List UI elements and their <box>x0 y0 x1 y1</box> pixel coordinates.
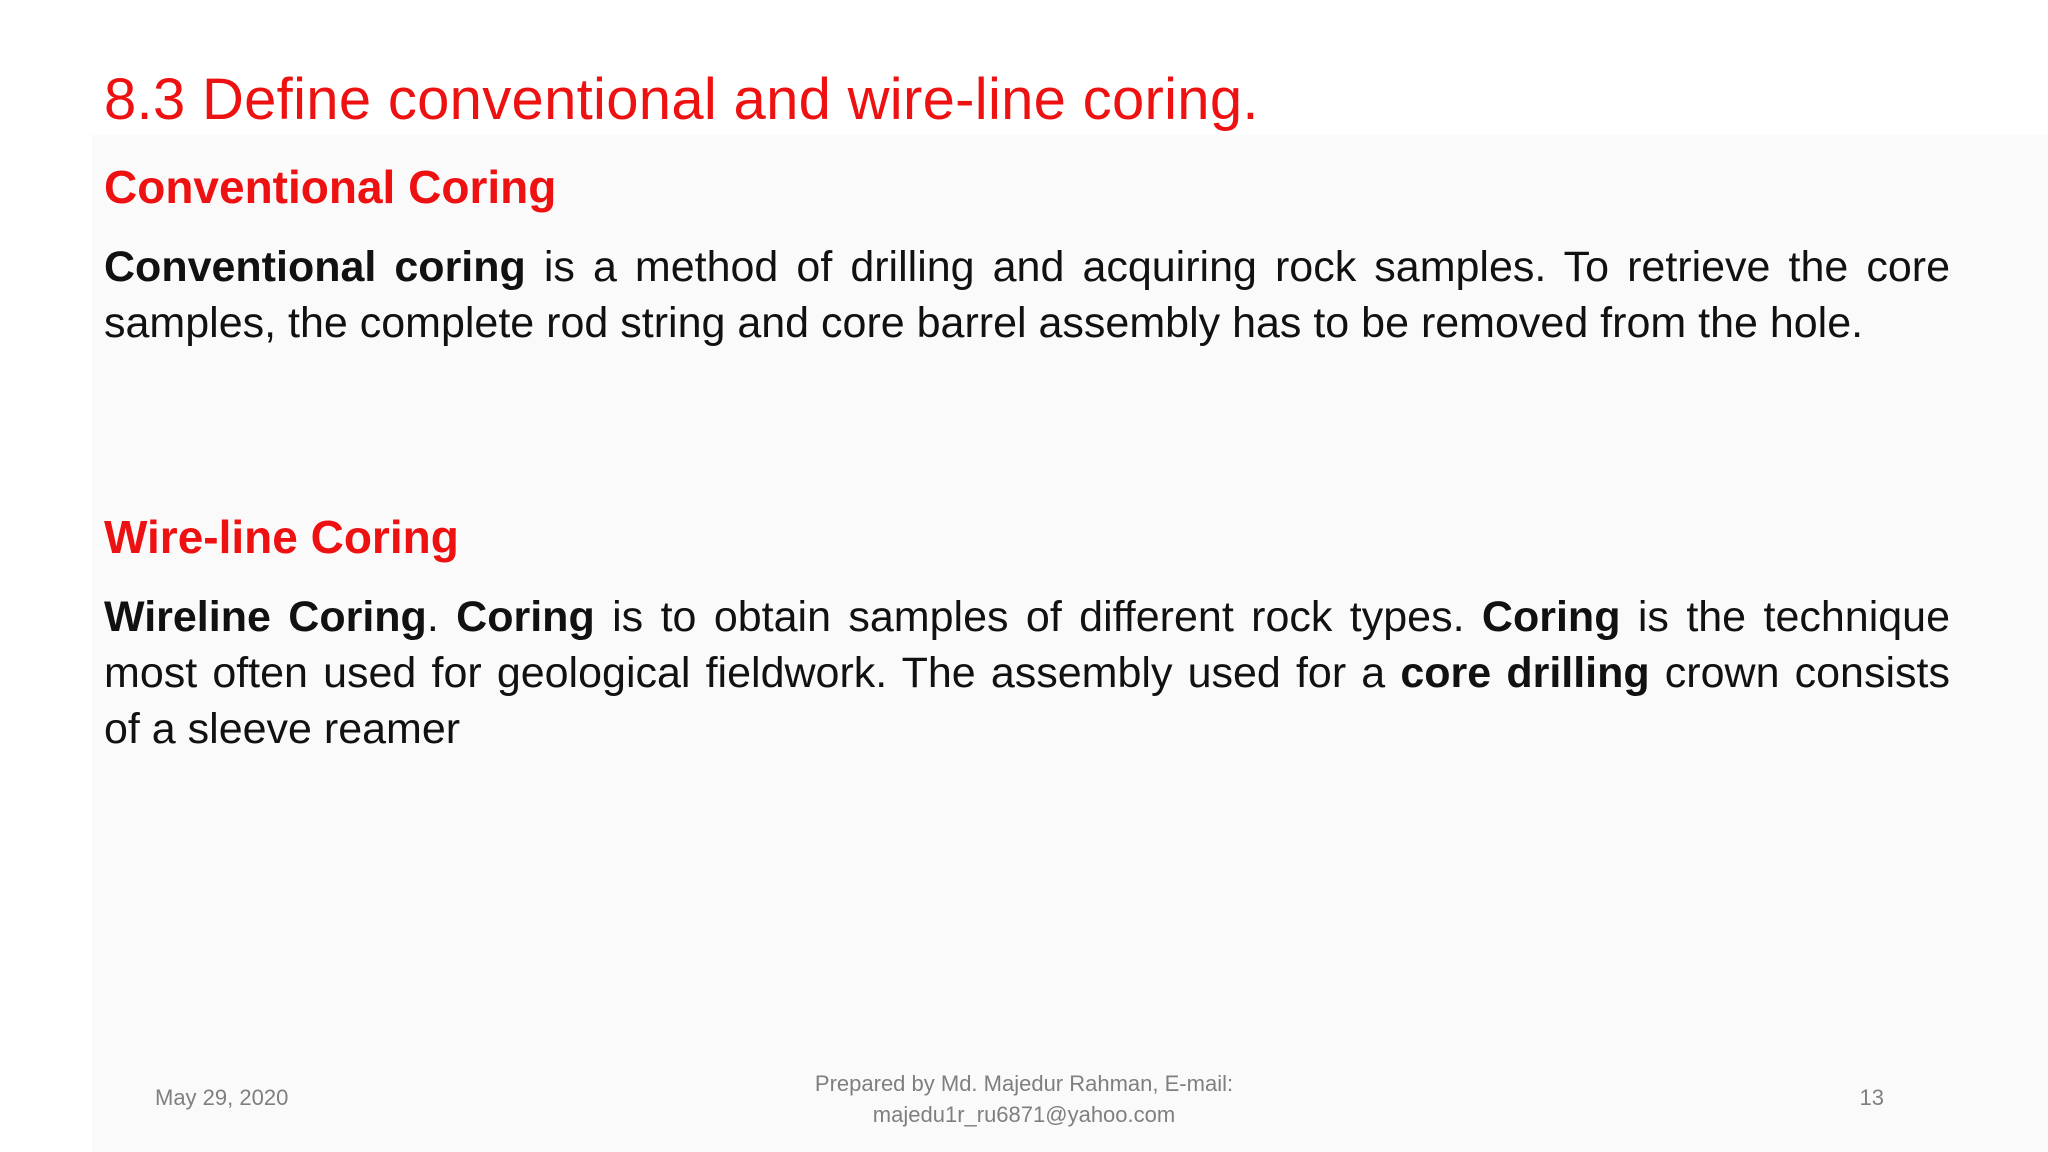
bold-term: Wireline Coring <box>104 593 427 641</box>
footer-credit-line-1: Prepared by Md. Majedur Rahman, E-mail: <box>814 1071 1234 1096</box>
footer-credit <box>724 1068 1324 1130</box>
body-text: crown consists of a sleeve reamer <box>104 649 1950 753</box>
body-text: is to obtain samples of different rock types. <box>594 593 1482 641</box>
wireline-coring-paragraph <box>104 589 1950 757</box>
bold-term: Coring <box>1481 593 1621 641</box>
footer-credit-email: majedu1r_ru6871@yahoo.com <box>872 1102 1176 1127</box>
slide-title: 8.3 Define conventional and wire-line coring. <box>104 67 1259 132</box>
page-number: 13 <box>1859 1085 1884 1110</box>
footer-date: May 29, 2020 <box>155 1085 289 1110</box>
bold-term: Coring <box>456 593 595 641</box>
body-text: . <box>426 593 457 641</box>
conventional-coring-paragraph <box>104 239 1950 351</box>
bold-term: Conventional coring <box>104 243 526 291</box>
body-text: is the technique most often used for geological fieldwork. The assembly used for a <box>104 593 1950 697</box>
wireline-coring-heading: Wire-line Coring <box>104 511 459 563</box>
conventional-coring-heading: Conventional Coring <box>104 161 557 213</box>
body-text: is a method of drilling and acquiring rock samples. To retrieve the core samples, the complete rod string and core barrel assembly has to be removed from the hole. <box>104 243 1950 347</box>
bold-term: core drilling <box>1400 649 1650 697</box>
